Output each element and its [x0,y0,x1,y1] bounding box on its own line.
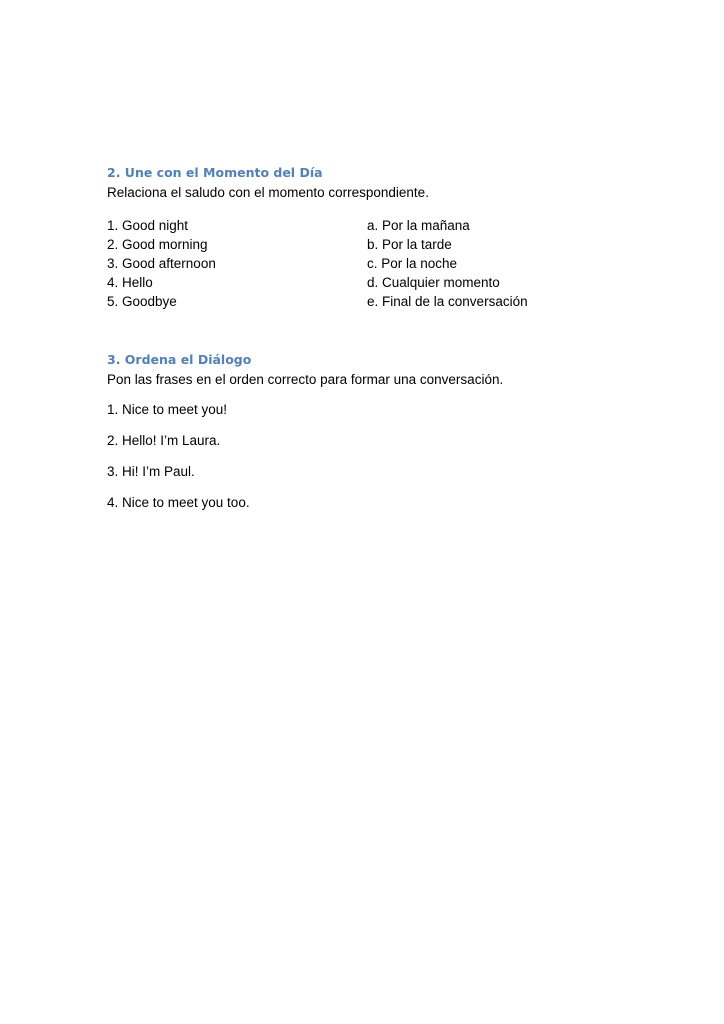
dialogue-line-4: 4. Nice to meet you too. [107,495,250,510]
greeting-item-5: 5. Goodbye [107,294,177,309]
time-item-d: d. Cualquier momento [367,275,500,290]
dialogue-line-1: 1. Nice to meet you! [107,402,228,417]
matching-exercise-heading: 2. Une con el Momento del Día [107,165,323,180]
matching-columns [107,216,627,316]
dialogue-line-2: 2. Hello! I’m Laura. [107,433,221,448]
dialogue-order-section [107,351,627,525]
matching-exercise-instructions: Relaciona el saludo con el momento correspondiente. [107,185,429,200]
greeting-item-1: 1. Good night [107,218,189,233]
time-item-b: b. Por la tarde [367,237,452,252]
dialogue-lines-list [107,401,627,512]
dialogue-order-instructions: Pon las frases en el orden correcto para formar una conversación. [107,372,504,387]
dialogue-order-heading: 3. Ordena el Diálogo [107,352,252,367]
greetings-list [107,216,216,311]
time-item-e: e. Final de la conversación [367,294,528,309]
matching-exercise-section [107,164,627,316]
greeting-item-4: 4. Hello [107,275,153,290]
time-of-day-list [367,216,528,311]
dialogue-line-3: 3. Hi! I’m Paul. [107,464,195,479]
time-item-a: a. Por la mañana [367,218,470,233]
greeting-item-3: 3. Good afternoon [107,256,216,271]
greeting-item-2: 2. Good morning [107,237,208,252]
time-item-c: c. Por la noche [367,256,458,271]
